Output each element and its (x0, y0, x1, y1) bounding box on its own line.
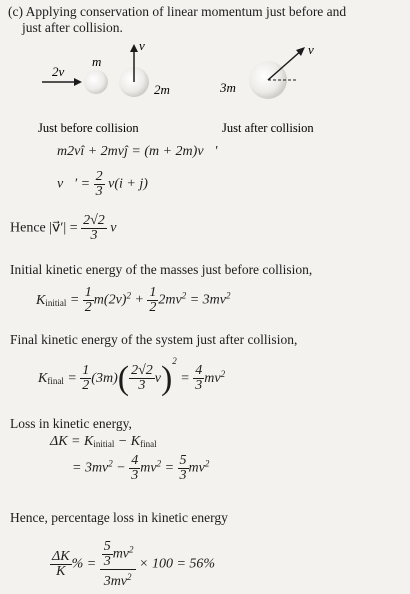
loss-line1-sub2: final (140, 439, 157, 449)
loss-line-2: = $3mv^2$ − $\frac{4}{3}$ $mv^2$ = $\frac{5}{3}$ $mv^2$ (72, 453, 210, 483)
final-ke-inner-den: 3 (138, 378, 146, 394)
loss-frac2-den: 3 (179, 468, 187, 483)
percentage-inner-num: 5 (103, 539, 111, 554)
percentage-rhs-num-tail: mv (112, 546, 130, 562)
intro-line-1 (8, 4, 346, 20)
label-m: m (92, 54, 102, 69)
initial-ke-half2-den: 2 (149, 300, 157, 315)
initial-ke-half-den: 2 (84, 300, 92, 315)
percentage-lhs-frac (50, 550, 72, 579)
final-ke-mass: (3m) (91, 371, 118, 386)
final-ke-half (80, 364, 91, 393)
final-ke-lhs (38, 371, 64, 386)
vprime-equation (57, 170, 148, 199)
loss-line1-a: ΔK = K (50, 434, 94, 449)
percentage-equation (50, 540, 215, 589)
percentage-heading: Hence, percentage loss in kinetic energy (10, 510, 228, 525)
initial-ke-heading: Initial kinetic energy of the masses just before collision, (10, 262, 313, 277)
percentage-rhs-frac (100, 540, 136, 589)
final-ke-eq: = (67, 371, 77, 386)
percentage-result: × 100 = 56% (139, 556, 216, 572)
initial-ke-half (83, 286, 94, 315)
percentage-rhs-den: $3mv^2$ (103, 572, 132, 589)
final-ke-rhs-frac (193, 364, 204, 393)
initial-ke-equation: $K_{initial}$ = $\frac{1}{2}$ $m(2v)^2$ + $\frac{1}{2}$ $2mv^2 = 3mv^2$ (36, 285, 231, 315)
initial-ke-plus: + (134, 292, 144, 308)
hence-magnitude (10, 214, 117, 243)
percentage-lhs-num: ΔK (52, 549, 70, 564)
final-ke-half-den: 2 (82, 378, 90, 394)
loss-frac1-den: 3 (131, 468, 139, 483)
final-ke-equation: $K_{final}$ = $\frac{1}{2}$ (3m)( $\frac{2√2}{3}$ v)$^2$ = $\frac{4}{3}$ $mv^2$ (38, 356, 226, 397)
initial-ke-eq: = (69, 292, 80, 308)
final-ke-k: K (38, 371, 48, 386)
initial-ke-term1: m(2v) (93, 292, 127, 308)
loss-line2-d: = (164, 460, 175, 476)
percentage-sign: % (71, 556, 84, 572)
loss-line2-b: − (116, 460, 126, 476)
loss-line1-sub1: initial (93, 439, 115, 449)
initial-ke-lhs (36, 293, 66, 308)
loss-line1-mid: − K (114, 434, 141, 449)
arrow-2v (42, 78, 82, 86)
part-label: (c) (8, 4, 23, 19)
initial-ke-term2: 2mv (158, 292, 182, 308)
label-2v: 2v (52, 64, 65, 79)
loss-frac2-num: 5 (179, 453, 187, 468)
initial-ke-half2-num: 1 (149, 285, 157, 300)
vprime-frac-num: 2 (95, 169, 103, 184)
percentage-rhs-num: $\frac{5}{3}$ $mv^2$ (100, 540, 136, 570)
initial-ke-half-num: 1 (84, 285, 92, 300)
caption-after: Just after collision (222, 121, 314, 135)
final-ke-rhs-eq: = (180, 371, 190, 386)
final-ke-inner-frac (129, 364, 155, 393)
final-ke-rhs-num: 4 (195, 363, 203, 379)
final-ke-inner-v: v (154, 371, 161, 386)
final-ke-heading: Final kinetic energy of the system just after collision, (10, 332, 298, 347)
final-ke-rhs-den: 3 (195, 378, 203, 394)
final-ke-sub: final (47, 376, 64, 386)
initial-ke-sub: initial (45, 297, 67, 308)
final-ke-inner-num: 2√2 (131, 363, 153, 379)
intro-text-1: Applying conservation of linear momentum just before and (25, 4, 347, 19)
final-ke-rhs-tail: mv (204, 371, 221, 386)
hence-label: Hence |v⃗′| = (10, 220, 78, 236)
label-3m: 3m (220, 80, 236, 95)
label-v-diagonal: v (308, 42, 314, 57)
loss-heading: Loss in kinetic energy, (10, 416, 132, 431)
vprime-frac (94, 170, 105, 199)
percentage-lhs-den: K (56, 564, 66, 579)
vprime-frac-den: 3 (95, 184, 103, 199)
hence-rhs: v (110, 220, 117, 236)
initial-ke-half-2 (147, 286, 158, 315)
ball-m (84, 70, 108, 94)
vprime-rhs: v(i + j) (108, 176, 148, 192)
initial-ke-k: K (36, 292, 46, 308)
label-2m: 2m (154, 82, 170, 97)
loss-frac1-num: 4 (131, 453, 139, 468)
final-ke-half-num: 1 (82, 363, 90, 379)
initial-ke-rhs: = 3mv (189, 292, 227, 308)
vprime-lhs: v⃗′ = (57, 176, 91, 192)
percentage-inner-frac (102, 540, 113, 569)
loss-line2-a: = 3mv (72, 460, 109, 476)
loss-line-1 (50, 434, 157, 450)
loss-frac-2 (178, 454, 189, 483)
percentage-rhs-den-text: 3mv (103, 574, 128, 589)
percentage-eq: = (86, 556, 97, 572)
percentage-inner-den: 3 (103, 554, 111, 569)
loss-line2-e: mv (188, 460, 205, 476)
loss-line2-c: mv (140, 460, 157, 476)
momentum-equation: m2vî + 2mvĵ = (m + 2m)v⃗′ (57, 144, 218, 159)
intro-line-2: just after collision. (22, 20, 123, 35)
loss-frac-1 (129, 454, 140, 483)
hence-frac-den: 3 (90, 228, 98, 243)
hence-frac (81, 214, 107, 243)
caption-before: Just before collision (38, 121, 139, 135)
hence-frac-num: 2√2 (83, 213, 105, 228)
label-v-up: v (139, 38, 145, 53)
